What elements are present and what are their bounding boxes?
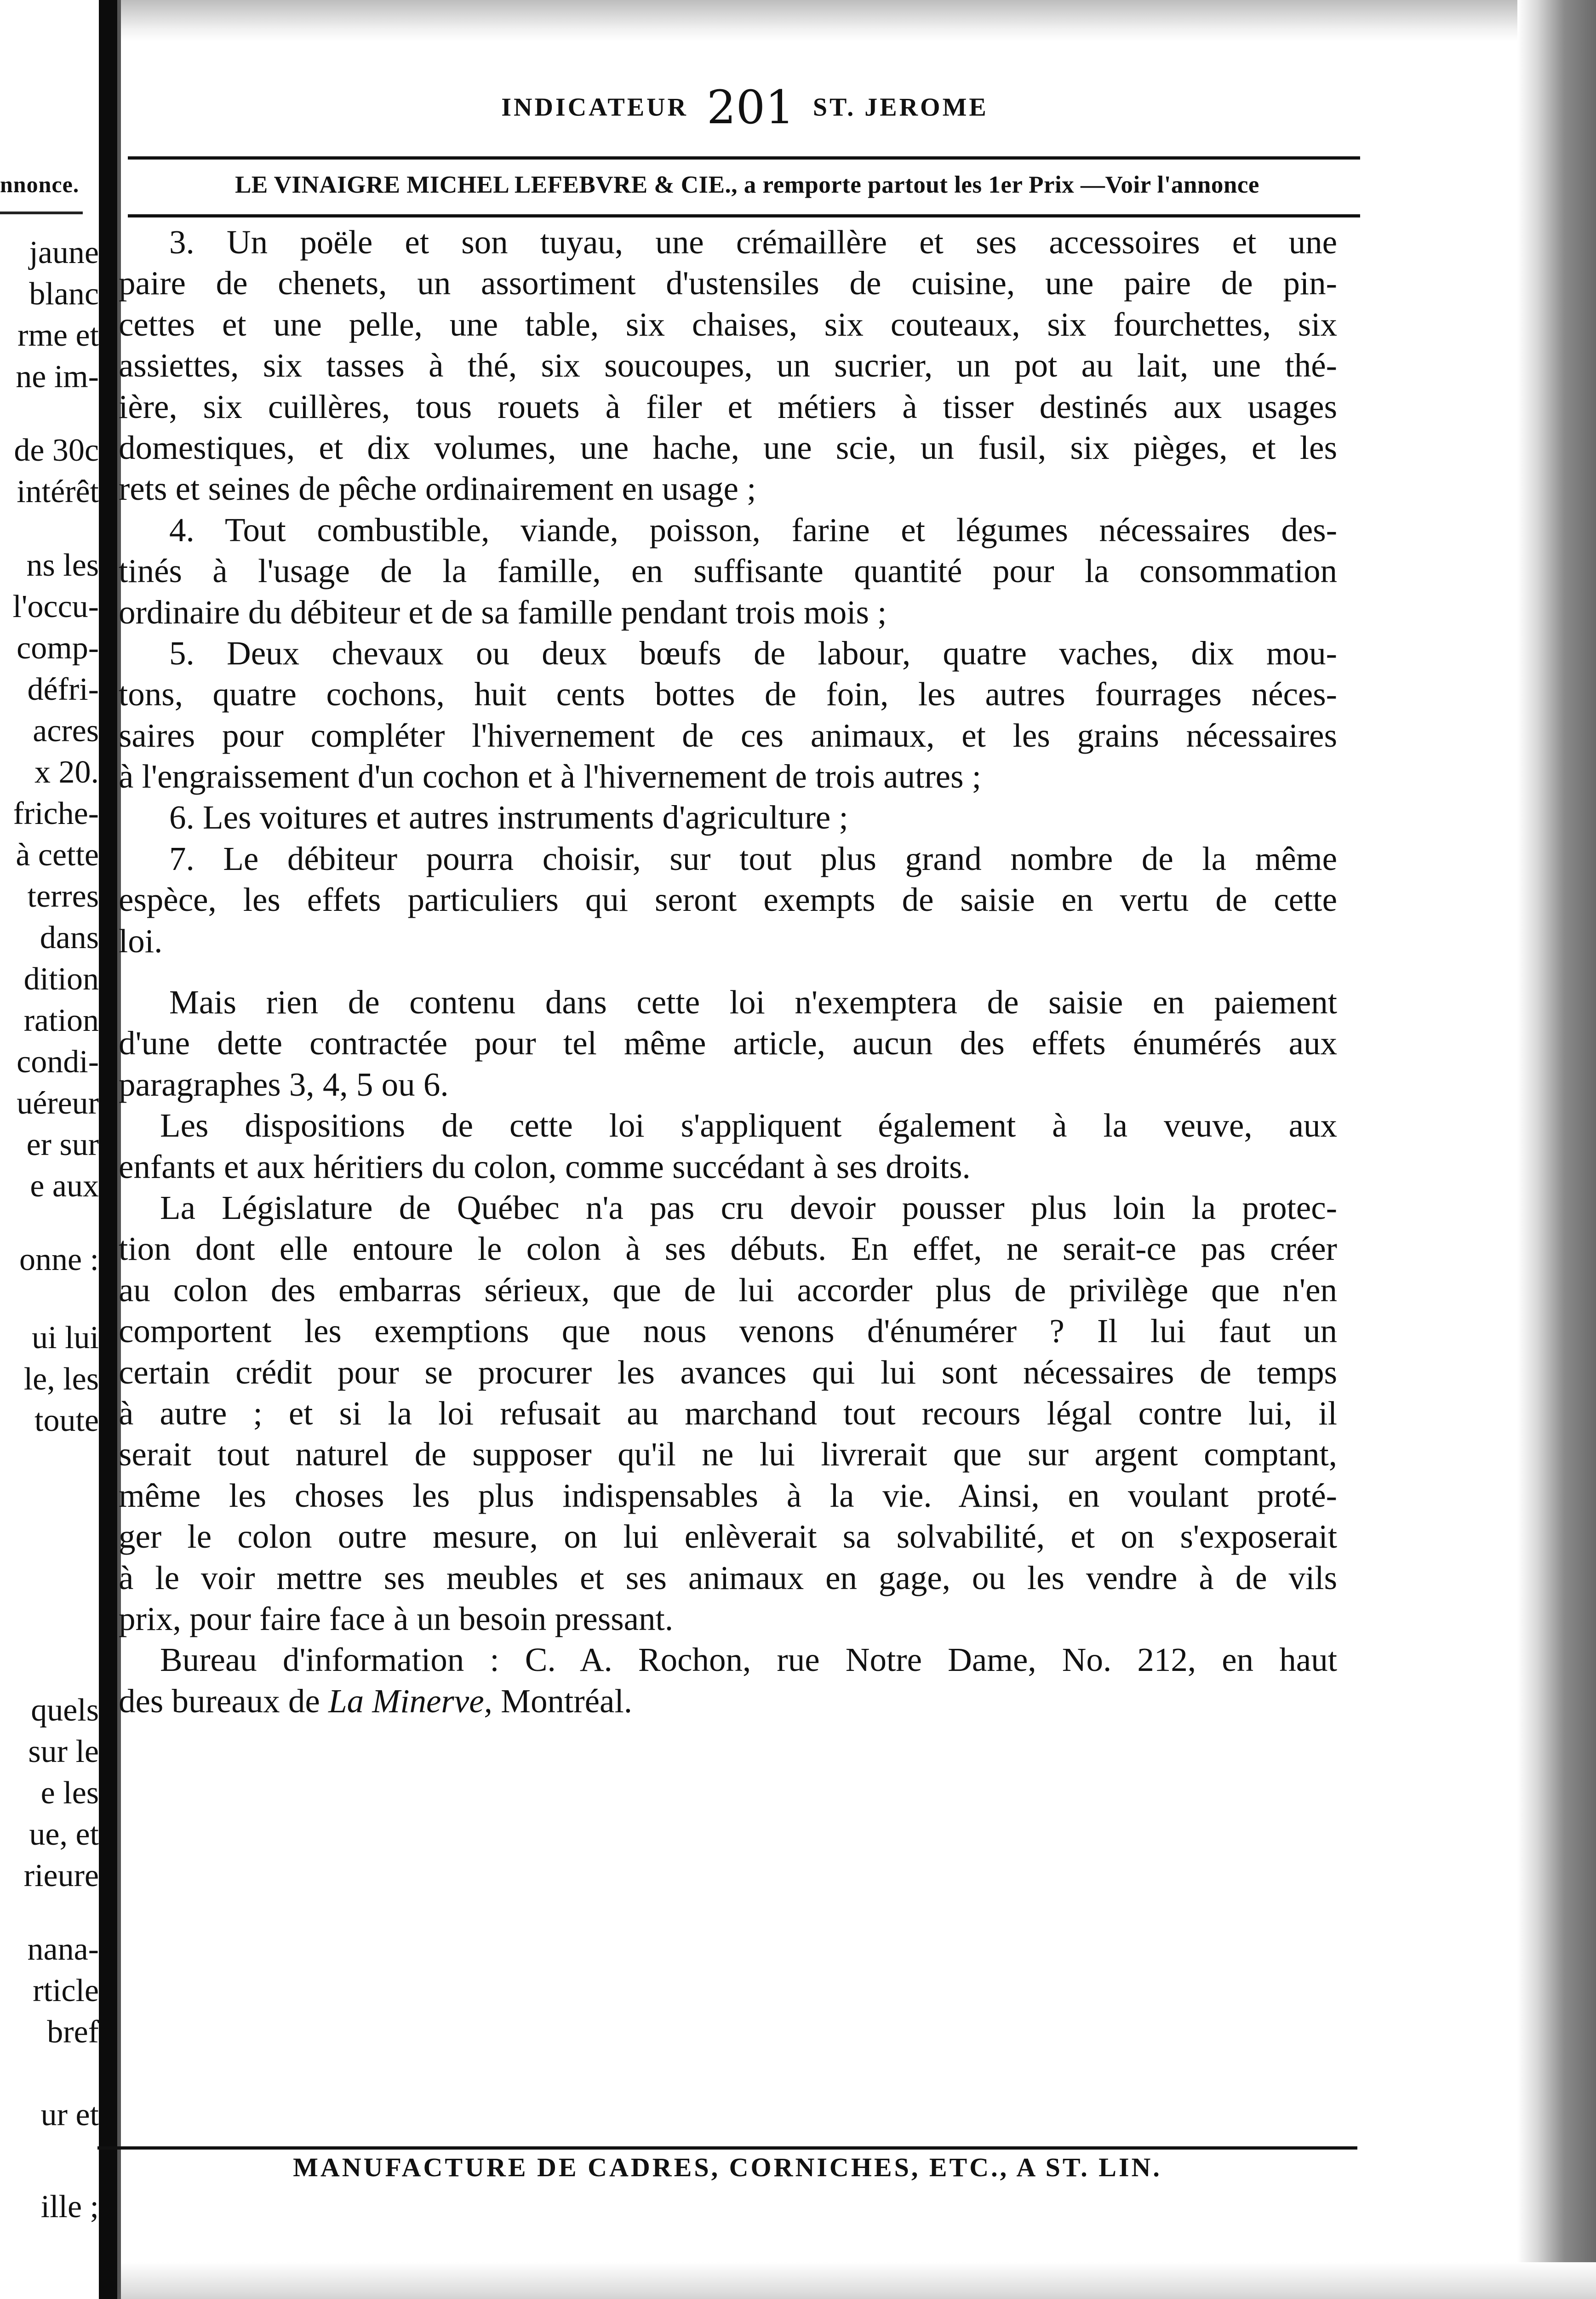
adjacent-page-fragment: condi- bbox=[17, 1044, 99, 1080]
adjacent-page-fragment: ille ; bbox=[40, 2189, 99, 2225]
binding-gutter bbox=[99, 0, 117, 2299]
text-line: certain crédit pour se procurer les avances qui lui sont nécessaires de temps bbox=[119, 1353, 1337, 1391]
text-line: prix, pour faire face à un besoin pressant. bbox=[119, 1600, 674, 1637]
top-advert: LE VINAIGRE MICHEL LEFEBVRE & CIE., a remporte partout les 1er Prix —Voir l'annonce bbox=[235, 172, 1259, 198]
text-line: tion dont elle entoure le colon à ses débuts. En effet, ne serait-ce pas créer bbox=[119, 1230, 1337, 1268]
text-line: au colon des embarras sérieux, que de lui accorder plus de privilège que n'en bbox=[119, 1271, 1337, 1309]
adjacent-page-fragment: acres bbox=[33, 713, 99, 749]
adjacent-page-fragment: toute bbox=[34, 1403, 99, 1438]
text-line: 3. Un poële et son tuyau, une crémaillère et ses accessoires et une bbox=[169, 223, 1337, 261]
adjacent-page-fragment: rieure bbox=[23, 1858, 99, 1893]
adjacent-page-fragment: ue, et bbox=[29, 1817, 99, 1852]
adjacent-page-fragment: uéreur bbox=[17, 1086, 99, 1121]
adjacent-page-fragment: ne im- bbox=[16, 359, 99, 395]
text-line: loi. bbox=[119, 922, 163, 960]
bureau-prefix: des bureaux de bbox=[119, 1682, 320, 1720]
text-line: saires pour compléter l'hivernement de ces animaux, et les grains nécessaires bbox=[119, 716, 1337, 754]
text-line: 5. Deux chevaux ou deux bœufs de labour, quatre vaches, dix mou- bbox=[169, 634, 1337, 672]
adjacent-page-header: nnonce. bbox=[0, 172, 80, 197]
text-line: même les choses les plus indispensables à la vie. Ainsi, en voulant proté- bbox=[119, 1476, 1337, 1514]
footer-rule bbox=[97, 2146, 1357, 2150]
text-line: serait tout naturel de supposer qu'il ne lui livrerait que sur argent comptant, bbox=[119, 1435, 1337, 1473]
paragraph-10 bbox=[119, 1187, 1337, 1639]
adjacent-page-rule bbox=[0, 212, 83, 214]
adjacent-page-fragment: intérêt bbox=[17, 474, 99, 509]
article-body bbox=[119, 222, 1337, 1721]
adjacent-page-fragment: terres bbox=[27, 879, 99, 914]
adjacent-page-fragment: dans bbox=[40, 920, 99, 955]
scan-bottom-edge bbox=[0, 2262, 1596, 2299]
adjacent-page-fragment: l'occu- bbox=[12, 589, 99, 624]
text-line: rets et seines de pêche ordinairement en usage ; bbox=[119, 470, 756, 508]
text-line: espèce, les effets particuliers qui seront exempts de saisie en vertu de cette bbox=[119, 881, 1337, 919]
newspaper-title: La Minerve, bbox=[328, 1682, 492, 1720]
head-rule bbox=[128, 156, 1360, 160]
adjacent-page-fragment: ur et bbox=[40, 2097, 99, 2133]
running-head-left: INDICATEUR bbox=[501, 93, 688, 122]
adjacent-page-fragment: à cette bbox=[16, 837, 99, 873]
adjacent-page-strip bbox=[0, 0, 108, 2299]
text-line: ière, six cuillères, tous rouets à filer et métiers à tisser destinés aux usages bbox=[119, 388, 1337, 425]
adjacent-page-fragment: rticle bbox=[33, 1973, 99, 2008]
text-line: d'une dette contractée pour tel même article, aucun des effets énumérés aux bbox=[119, 1024, 1337, 1062]
text-line: Les dispositions de cette loi s'appliquent également à la veuve, aux bbox=[160, 1107, 1337, 1144]
text-line: 6. Les voitures et autres instruments d'agriculture ; bbox=[169, 799, 848, 836]
adjacent-page-fragment: comp- bbox=[17, 630, 99, 666]
scan-top-edge bbox=[120, 0, 1596, 41]
adjacent-page-fragment: sur le bbox=[28, 1734, 99, 1769]
text-line: La Législature de Québec n'a pas cru devoir pousser plus loin la protec- bbox=[160, 1189, 1337, 1226]
text-line: enfants et aux héritiers du colon, comme succédant à ses droits. bbox=[119, 1148, 971, 1185]
adjacent-page-fragment: de 30c bbox=[14, 433, 99, 468]
text-line: ordinaire du débiteur et de sa famille pendant trois mois ; bbox=[119, 593, 887, 631]
text-line: à l'engraissement d'un cochon et à l'hivernement de trois autres ; bbox=[119, 758, 982, 795]
adjacent-page-fragment: x 20. bbox=[34, 755, 99, 790]
text-line: paragraphes 3, 4, 5 ou 6. bbox=[119, 1065, 449, 1103]
adjacent-page-fragment: nana- bbox=[27, 1932, 99, 1967]
adjacent-page-fragment: ration bbox=[23, 1003, 99, 1038]
paragraph-6 bbox=[119, 797, 1337, 838]
text-line: paire de chenets, un assortiment d'ustensiles de cuisine, une paire de pin- bbox=[119, 264, 1337, 302]
paragraph-9 bbox=[119, 1105, 1337, 1187]
adjacent-page-fragment: er sur bbox=[26, 1127, 99, 1162]
text-line: à le voir mettre ses meubles et ses animaux en gage, ou les vendre à de vils bbox=[119, 1559, 1337, 1596]
text-line: tinés à l'usage de la famille, en suffisante quantité pour la consommation bbox=[119, 552, 1337, 590]
paragraph-4 bbox=[119, 509, 1337, 633]
adjacent-page-fragment: défri- bbox=[27, 672, 99, 707]
page-number: 201 bbox=[707, 80, 795, 134]
running-head bbox=[129, 80, 1361, 134]
text-line: à autre ; et si la loi refusait au marchand tout recours légal contre lui, il bbox=[119, 1394, 1337, 1432]
adjacent-page-fragment: friche- bbox=[13, 796, 99, 831]
adjacent-page-fragment: onne : bbox=[19, 1242, 99, 1277]
text-line: cettes et une pelle, une table, six chaises, six couteaux, six fourchettes, six bbox=[119, 305, 1337, 343]
adjacent-page-fragment: jaune bbox=[29, 235, 99, 270]
scan-right-edge bbox=[1517, 0, 1596, 2299]
adjacent-page-fragment: rme et bbox=[17, 318, 99, 353]
text-line: domestiques, et dix volumes, une hache, une scie, un fusil, six pièges, et les bbox=[119, 429, 1337, 466]
adjacent-page-fragment: blanc bbox=[29, 276, 99, 312]
adjacent-page-fragment: ui lui bbox=[32, 1320, 99, 1355]
running-head-right: ST. JEROME bbox=[812, 93, 989, 122]
adjacent-page-fragment: e aux bbox=[30, 1168, 99, 1204]
paragraph-11 bbox=[119, 1639, 1337, 1721]
text-line: 7. Le débiteur pourra choisir, sur tout plus grand nombre de la même bbox=[169, 840, 1337, 877]
paragraph-gap bbox=[119, 961, 1337, 982]
paragraph-7 bbox=[119, 838, 1337, 961]
text-line: assiettes, six tasses à thé, six soucoupes, un sucrier, un pot au lait, une thé- bbox=[119, 347, 1337, 384]
footer-advert: MANUFACTURE DE CADRES, CORNICHES, ETC., A ST. LIN. bbox=[293, 2152, 1162, 2182]
advert-rule bbox=[128, 214, 1360, 217]
text-line: ger le colon outre mesure, on lui enlèverait sa solvabilité, et on s'exposerait bbox=[119, 1518, 1337, 1556]
paragraph-5 bbox=[119, 633, 1337, 797]
text-line bbox=[119, 1681, 1337, 1721]
text-line: comportent les exemptions que nous venons d'énumérer ? Il lui faut un bbox=[119, 1312, 1337, 1350]
bureau-city: Montréal. bbox=[501, 1682, 632, 1720]
text-line: Bureau d'information : C. A. Rochon, rue Notre Dame, No. 212, en haut bbox=[160, 1641, 1337, 1679]
adjacent-page-fragment: dition bbox=[23, 961, 99, 997]
adjacent-page-fragment: e les bbox=[40, 1775, 99, 1811]
paragraph-8 bbox=[119, 982, 1337, 1105]
adjacent-page-fragment: le, les bbox=[23, 1361, 99, 1397]
text-line: Mais rien de contenu dans cette loi n'exemptera de saisie en paiement bbox=[169, 984, 1337, 1021]
text-line: tons, quatre cochons, huit cents bottes de foin, les autres fourrages néces- bbox=[119, 675, 1337, 713]
adjacent-page-fragment: bref bbox=[47, 2014, 99, 2050]
text-line: 4. Tout combustible, viande, poisson, farine et légumes nécessaires des- bbox=[169, 511, 1337, 549]
paragraph-3 bbox=[119, 222, 1337, 509]
adjacent-page-fragment: ns les bbox=[26, 548, 99, 583]
adjacent-page-fragment: quels bbox=[31, 1693, 99, 1728]
